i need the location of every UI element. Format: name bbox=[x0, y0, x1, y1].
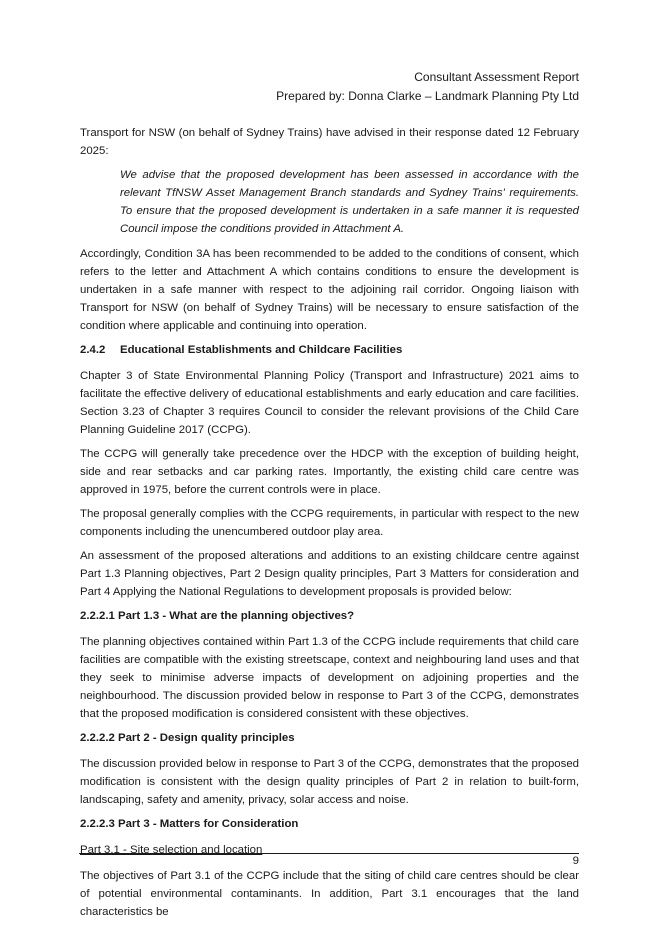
report-author: Prepared by: Donna Clarke – Landmark Planning Pty Ltd bbox=[276, 89, 579, 103]
section-title: Educational Establishments and Childcare Facilities bbox=[120, 344, 403, 356]
paragraph: The discussion provided below in response to Part 3 of the CCPG, demonstrates that the proposed modification is consistent with the design quality principles of Part 2 in relation to built-form, landscaping, safety and amenity, privacy, solar access and noise. bbox=[80, 758, 579, 806]
section-heading bbox=[80, 341, 579, 359]
report-title: Consultant Assessment Report bbox=[414, 70, 579, 84]
paragraph: Accordingly, Condition 3A has been recommended to be added to the conditions of consent, which refers to the letter and Attachment A which contains conditions to ensure the development is undertaken in a safe manner with respect to the adjoining rail corridor. Ongoing liaison with Transport for NSW (on behalf of Sydney Trains) will be necessary to ensure satisfaction of the condition where applicable and continuing into operation. bbox=[80, 248, 579, 332]
paragraph: The proposal generally complies with the CCPG requirements, in particular with respect to the new components including the unencumbered outdoor play area. bbox=[80, 508, 579, 538]
part-heading: Part 3.1 - Site selection and location bbox=[80, 844, 263, 856]
quoted-response: We advise that the proposed development has been assessed in accordance with the relevant TfNSW Asset Management Branch standards and Sydney Trains' requirements. To ensure that the proposed development is undertaken in a safe manner it is requested Council impose the conditions provided in Attachment A. bbox=[120, 169, 579, 235]
subsection-heading: 2.2.2.1 Part 1.3 - What are the planning objectives? bbox=[80, 610, 355, 622]
paragraph: Transport for NSW (on behalf of Sydney Trains) have advised in their response dated 12 February 2025: bbox=[80, 127, 579, 157]
subsection-heading: 2.2.2.3 Part 3 - Matters for Consideration bbox=[80, 818, 299, 830]
paragraph: An assessment of the proposed alterations and additions to an existing childcare centre against Part 1.3 Planning objectives, Part 2 Design quality principles, Part 3 Matters for consideration and Part 4 Applying the National Regulations to development proposals is provided below: bbox=[80, 550, 579, 598]
paragraph: The planning objectives contained within Part 1.3 of the CCPG include requirements that child care facilities are compatible with the existing streetscape, context and neighbouring land uses and that they seek to minimise adverse impacts of development on adjoining properties and the neighbourhood. The discussion provided below in response to Part 3 of the CCPG, demonstrates that the proposed modification is considered consistent with these objectives. bbox=[80, 636, 579, 720]
page-body bbox=[80, 124, 579, 927]
paragraph: The CCPG will generally take precedence over the HDCP with the exception of building height, side and rear setbacks and car parking rates. Importantly, the existing child care centre was approved in 1975, before the current controls were in place. bbox=[80, 448, 579, 496]
page-header bbox=[159, 68, 579, 106]
paragraph: Chapter 3 of State Environmental Planning Policy (Transport and Infrastructure) 2021 aims to facilitate the effective delivery of educational establishments and early education and care facilities. Section 3.23 of Chapter 3 requires Council to consider the relevant provisions of the Child Care Planning Guideline 2017 (CCPG). bbox=[80, 370, 579, 436]
subsection-heading: 2.2.2.2 Part 2 - Design quality principles bbox=[80, 732, 295, 744]
footer-divider bbox=[79, 853, 579, 854]
section-number: 2.4.2 bbox=[80, 344, 106, 356]
paragraph: The objectives of Part 3.1 of the CCPG include that the siting of child care centres should be clear of potential environmental contaminants. In addition, Part 3.1 encourages that the land characteristics be bbox=[80, 870, 579, 918]
page-number: 9 bbox=[572, 855, 579, 867]
